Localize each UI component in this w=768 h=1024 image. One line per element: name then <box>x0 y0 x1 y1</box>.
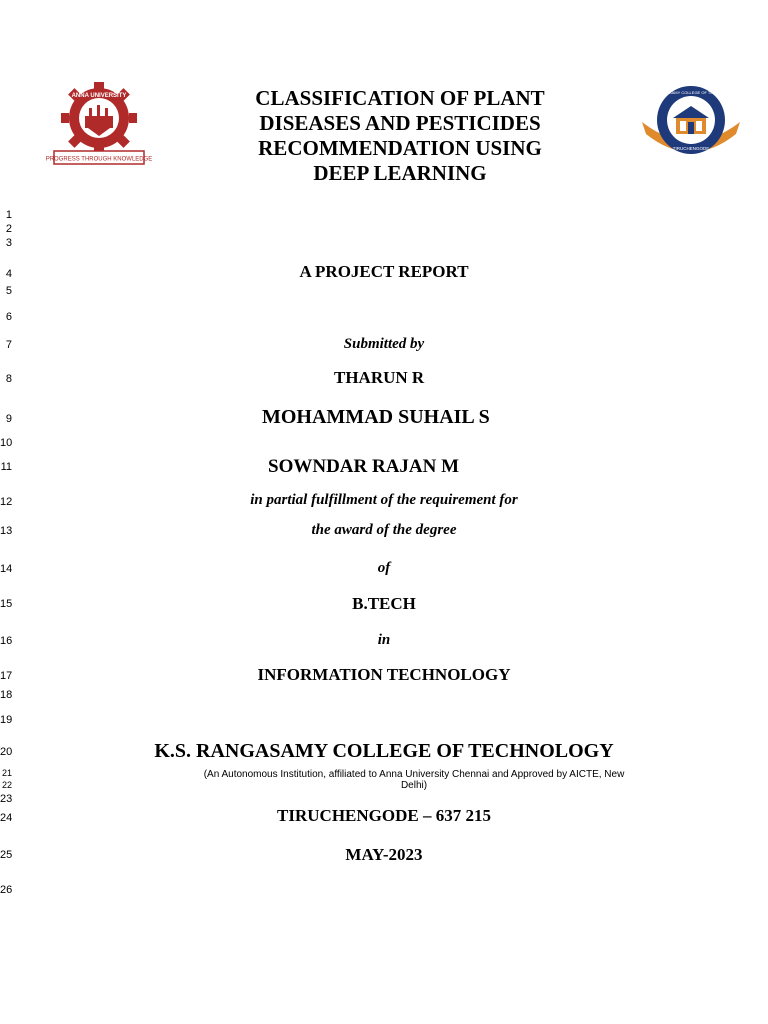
college-name: K.S. RANGASAMY COLLEGE OF TECHNOLOGY <box>154 740 614 762</box>
anna-university-logo <box>45 80 153 168</box>
title-line: CLASSIFICATION OF PLANT <box>255 86 545 110</box>
line-number: 22 <box>1 780 12 790</box>
line-number: 21 <box>1 768 12 778</box>
line-number: 2 <box>5 223 12 235</box>
line-number: 18 <box>0 689 13 701</box>
line-number: 17 <box>0 670 13 682</box>
line-number: 14 <box>0 563 13 575</box>
title-line: DISEASES AND PESTICIDES <box>259 111 541 135</box>
line-number: 23 <box>0 793 13 805</box>
college-affiliation-note <box>0 769 768 791</box>
seal-bottom-text: TIRUCHENGODE <box>672 146 710 151</box>
gear-emblem-icon <box>45 80 153 168</box>
report-title <box>200 86 600 186</box>
line-number: 26 <box>0 884 13 896</box>
affiliation-line: (An Autonomous Institution, affiliated to Anna University Chennai and Approved by AICTE, New <box>203 769 625 780</box>
logo-banner-text: PROGRESS THROUGH KNOWLEDGE <box>45 156 153 163</box>
department-name: INFORMATION TECHNOLOGY <box>257 665 511 684</box>
line-number: 20 <box>0 746 13 758</box>
line-number: 25 <box>0 849 13 861</box>
report-type: A PROJECT REPORT <box>299 262 469 281</box>
college-seal-icon <box>640 82 742 162</box>
degree-name: B.TECH <box>352 594 416 613</box>
line-number: 8 <box>5 373 12 385</box>
line-number: 3 <box>5 237 12 249</box>
in-label: in <box>377 632 391 648</box>
author-name: SOWNDAR RAJAN M <box>268 456 460 477</box>
ksr-college-logo <box>640 82 742 162</box>
line-number: 15 <box>0 598 13 610</box>
title-line: RECOMMENDATION USING <box>258 136 542 160</box>
line-number: 24 <box>0 812 13 824</box>
line-number: 9 <box>5 413 12 425</box>
author-name: THARUN R <box>334 368 425 387</box>
anna-university-arc-text: ANNA UNIVERSITY <box>71 93 127 99</box>
line-number: 7 <box>5 339 12 351</box>
award-line: the award of the degree <box>311 522 457 538</box>
line-number: 10 <box>0 437 13 449</box>
line-number: 4 <box>5 268 12 280</box>
affiliation-line: Delhi) <box>400 780 428 791</box>
submission-date: MAY-2023 <box>345 845 423 864</box>
line-number: 1 <box>5 209 12 221</box>
line-number: 19 <box>0 714 13 726</box>
title-line: DEEP LEARNING <box>313 161 487 185</box>
of-label: of <box>377 560 391 576</box>
college-location: TIRUCHENGODE – 637 215 <box>277 806 491 825</box>
seal-ring-text: K.S. RANGASAMY COLLEGE OF TECHNOLOGY <box>646 90 736 95</box>
line-number: 5 <box>5 285 12 297</box>
line-number: 12 <box>0 496 13 508</box>
fulfillment-line: in partial fulfillment of the requirement for <box>250 492 518 508</box>
line-number: 16 <box>0 635 13 647</box>
author-name: MOHAMMAD SUHAIL S <box>262 406 490 428</box>
line-number: 13 <box>0 525 13 537</box>
line-number: 6 <box>5 311 12 323</box>
line-number: 11 <box>0 461 12 473</box>
submitted-by-label: Submitted by <box>343 336 425 352</box>
